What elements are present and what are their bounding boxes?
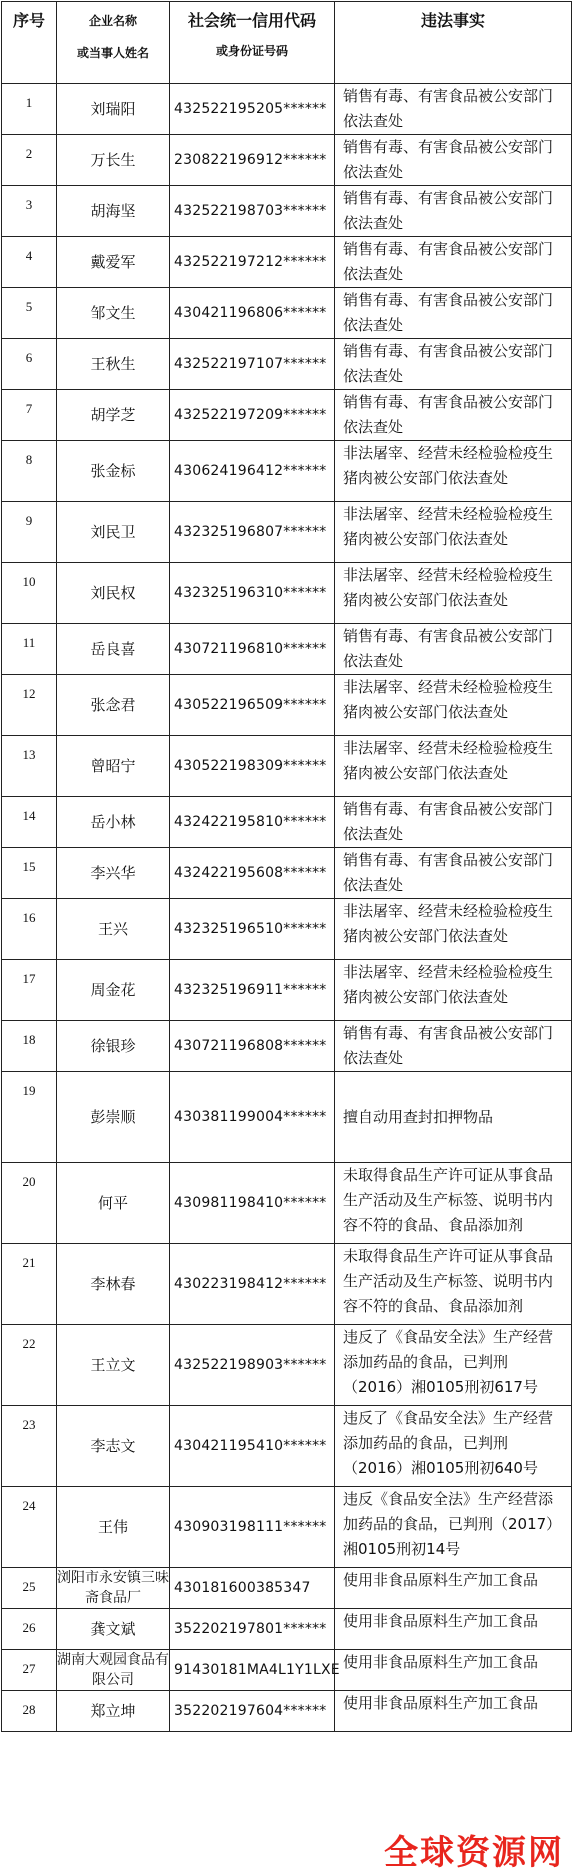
row-seq: 11 (2, 624, 57, 675)
row-code: 430721196808****** (170, 1021, 335, 1072)
row-seq: 10 (2, 563, 57, 624)
table-row (2, 237, 572, 288)
row-fact: 销售有毒、有害食品被公安部门依法查处 (335, 797, 572, 848)
row-name: 戴爱军 (57, 237, 170, 288)
row-seq: 18 (2, 1021, 57, 1072)
row-fact: 违反了《食品安全法》生产经营添加药品的食品，已判刑（2016）湘0105刑初640号 (335, 1406, 572, 1487)
table-row (2, 1691, 572, 1732)
row-seq: 3 (2, 186, 57, 237)
row-fact: 未取得食品生产许可证从事食品生产活动及生产标签、说明书内容不符的食品、食品添加剂 (335, 1244, 572, 1325)
row-fact: 使用非食品原料生产加工食品 (335, 1609, 572, 1650)
row-code: 430223198412****** (170, 1244, 335, 1325)
row-fact: 销售有毒、有害食品被公安部门依法查处 (335, 390, 572, 441)
row-code: 432522197209****** (170, 390, 335, 441)
row-code: 432522197212****** (170, 237, 335, 288)
row-code: 91430181MA4L1Y1LXE (170, 1650, 335, 1691)
row-seq: 25 (2, 1568, 57, 1609)
table-row (2, 1072, 572, 1163)
row-code: 432522195205****** (170, 84, 335, 135)
row-name: 张念君 (57, 675, 170, 736)
row-code: 352202197604****** (170, 1691, 335, 1732)
table-row (2, 1244, 572, 1325)
row-seq: 8 (2, 441, 57, 502)
header-code: 社会统一信用代码 或身份证号码 (170, 2, 335, 84)
table-row (2, 1325, 572, 1406)
row-seq: 24 (2, 1487, 57, 1568)
row-fact: 销售有毒、有害食品被公安部门依法查处 (335, 288, 572, 339)
row-code: 430421196806****** (170, 288, 335, 339)
row-name: 郑立坤 (57, 1691, 170, 1732)
row-fact: 使用非食品原料生产加工食品 (335, 1568, 572, 1609)
row-code: 430624196412****** (170, 441, 335, 502)
row-fact: 非法屠宰、经营未经检验检疫生猪肉被公安部门依法查处 (335, 563, 572, 624)
row-name: 刘民卫 (57, 502, 170, 563)
row-name: 何平 (57, 1163, 170, 1244)
row-fact: 非法屠宰、经营未经检验检疫生猪肉被公安部门依法查处 (335, 736, 572, 797)
row-name: 王兴 (57, 899, 170, 960)
row-code: 430721196810****** (170, 624, 335, 675)
table-row (2, 797, 572, 848)
table-row (2, 1021, 572, 1072)
row-seq: 27 (2, 1650, 57, 1691)
table-row (2, 848, 572, 899)
violation-table (1, 1, 572, 1732)
table-row (2, 441, 572, 502)
row-code: 430981198410****** (170, 1163, 335, 1244)
row-seq: 20 (2, 1163, 57, 1244)
table-row (2, 390, 572, 441)
row-seq: 22 (2, 1325, 57, 1406)
row-name: 李志文 (57, 1406, 170, 1487)
row-name: 王伟 (57, 1487, 170, 1568)
row-seq: 9 (2, 502, 57, 563)
row-seq: 6 (2, 339, 57, 390)
row-seq: 16 (2, 899, 57, 960)
row-name: 岳良喜 (57, 624, 170, 675)
table-row (2, 1609, 572, 1650)
table-row (2, 1650, 572, 1691)
row-code: 430522196509****** (170, 675, 335, 736)
row-seq: 26 (2, 1609, 57, 1650)
row-name: 刘民权 (57, 563, 170, 624)
row-name: 胡学芝 (57, 390, 170, 441)
row-seq: 12 (2, 675, 57, 736)
row-seq: 14 (2, 797, 57, 848)
row-name: 万长生 (57, 135, 170, 186)
row-fact: 销售有毒、有害食品被公安部门依法查处 (335, 186, 572, 237)
row-name: 浏阳市永安镇三味斋食品厂 (57, 1568, 170, 1609)
row-name: 邹文生 (57, 288, 170, 339)
row-code: 432325196310****** (170, 563, 335, 624)
row-code: 430903198111****** (170, 1487, 335, 1568)
table-row (2, 1406, 572, 1487)
row-name: 张金标 (57, 441, 170, 502)
row-fact: 非法屠宰、经营未经检验检疫生猪肉被公安部门依法查处 (335, 899, 572, 960)
header-name: 企业名称 或当事人姓名 (57, 2, 170, 84)
table-row (2, 1568, 572, 1609)
row-fact: 非法屠宰、经营未经检验检疫生猪肉被公安部门依法查处 (335, 675, 572, 736)
row-code: 230822196912****** (170, 135, 335, 186)
row-code: 430181600385347 (170, 1568, 335, 1609)
row-name: 王立文 (57, 1325, 170, 1406)
row-name: 徐银珍 (57, 1021, 170, 1072)
row-fact: 使用非食品原料生产加工食品 (335, 1691, 572, 1732)
table-row (2, 1163, 572, 1244)
table-header-row (2, 2, 572, 84)
row-fact: 销售有毒、有害食品被公安部门依法查处 (335, 624, 572, 675)
row-seq: 5 (2, 288, 57, 339)
row-code: 432325196807****** (170, 502, 335, 563)
row-code: 432522198703****** (170, 186, 335, 237)
row-code: 432325196510****** (170, 899, 335, 960)
table-row (2, 135, 572, 186)
row-code: 432522198903****** (170, 1325, 335, 1406)
table-row (2, 736, 572, 797)
table-row (2, 339, 572, 390)
row-seq: 2 (2, 135, 57, 186)
row-fact: 使用非食品原料生产加工食品 (335, 1650, 572, 1691)
row-name: 王秋生 (57, 339, 170, 390)
row-fact: 非法屠宰、经营未经检验检疫生猪肉被公安部门依法查处 (335, 502, 572, 563)
row-fact: 非法屠宰、经营未经检验检疫生猪肉被公安部门依法查处 (335, 441, 572, 502)
row-code: 432422195810****** (170, 797, 335, 848)
row-seq: 7 (2, 390, 57, 441)
row-name: 彭崇顺 (57, 1072, 170, 1163)
row-fact: 违反了《食品安全法》生产经营添加药品的食品，已判刑（2016）湘0105刑初617号 (335, 1325, 572, 1406)
row-fact: 非法屠宰、经营未经检验检疫生猪肉被公安部门依法查处 (335, 960, 572, 1021)
table-row (2, 288, 572, 339)
row-seq: 28 (2, 1691, 57, 1732)
table-row (2, 675, 572, 736)
row-fact: 销售有毒、有害食品被公安部门依法查处 (335, 237, 572, 288)
row-code: 432522197107****** (170, 339, 335, 390)
row-name: 岳小林 (57, 797, 170, 848)
row-code: 352202197801****** (170, 1609, 335, 1650)
row-name: 龚文斌 (57, 1609, 170, 1650)
row-name: 胡海坚 (57, 186, 170, 237)
row-seq: 19 (2, 1072, 57, 1163)
row-name: 曾昭宁 (57, 736, 170, 797)
row-name: 刘瑞阳 (57, 84, 170, 135)
row-code: 430381199004****** (170, 1072, 335, 1163)
row-seq: 21 (2, 1244, 57, 1325)
row-seq: 17 (2, 960, 57, 1021)
row-name: 李兴华 (57, 848, 170, 899)
watermark: 全球资源网 (384, 1833, 564, 1873)
row-name: 李林春 (57, 1244, 170, 1325)
table-row (2, 502, 572, 563)
table-row (2, 84, 572, 135)
row-fact: 擅自动用查封扣押物品 (335, 1072, 572, 1163)
row-fact: 未取得食品生产许可证从事食品生产活动及生产标签、说明书内容不符的食品、食品添加剂 (335, 1163, 572, 1244)
table-row (2, 563, 572, 624)
header-seq: 序号 (2, 2, 57, 84)
row-code: 430421195410****** (170, 1406, 335, 1487)
table-row (2, 1487, 572, 1568)
row-code: 432422195608****** (170, 848, 335, 899)
row-fact: 销售有毒、有害食品被公安部门依法查处 (335, 1021, 572, 1072)
row-fact: 违反《食品安全法》生产经营添加药品的食品，已判刑（2017）湘0105刑初14号 (335, 1487, 572, 1568)
row-fact: 销售有毒、有害食品被公安部门依法查处 (335, 339, 572, 390)
row-name: 周金花 (57, 960, 170, 1021)
row-fact: 销售有毒、有害食品被公安部门依法查处 (335, 848, 572, 899)
row-seq: 1 (2, 84, 57, 135)
row-seq: 23 (2, 1406, 57, 1487)
row-seq: 15 (2, 848, 57, 899)
row-seq: 4 (2, 237, 57, 288)
row-name: 湖南大观园食品有限公司 (57, 1650, 170, 1691)
row-code: 430522198309****** (170, 736, 335, 797)
header-fact: 违法事实 (335, 2, 572, 84)
row-code: 432325196911****** (170, 960, 335, 1021)
row-fact: 销售有毒、有害食品被公安部门依法查处 (335, 135, 572, 186)
row-fact: 销售有毒、有害食品被公安部门依法查处 (335, 84, 572, 135)
table-row (2, 624, 572, 675)
table-row (2, 899, 572, 960)
table-row (2, 186, 572, 237)
table-row (2, 960, 572, 1021)
row-seq: 13 (2, 736, 57, 797)
